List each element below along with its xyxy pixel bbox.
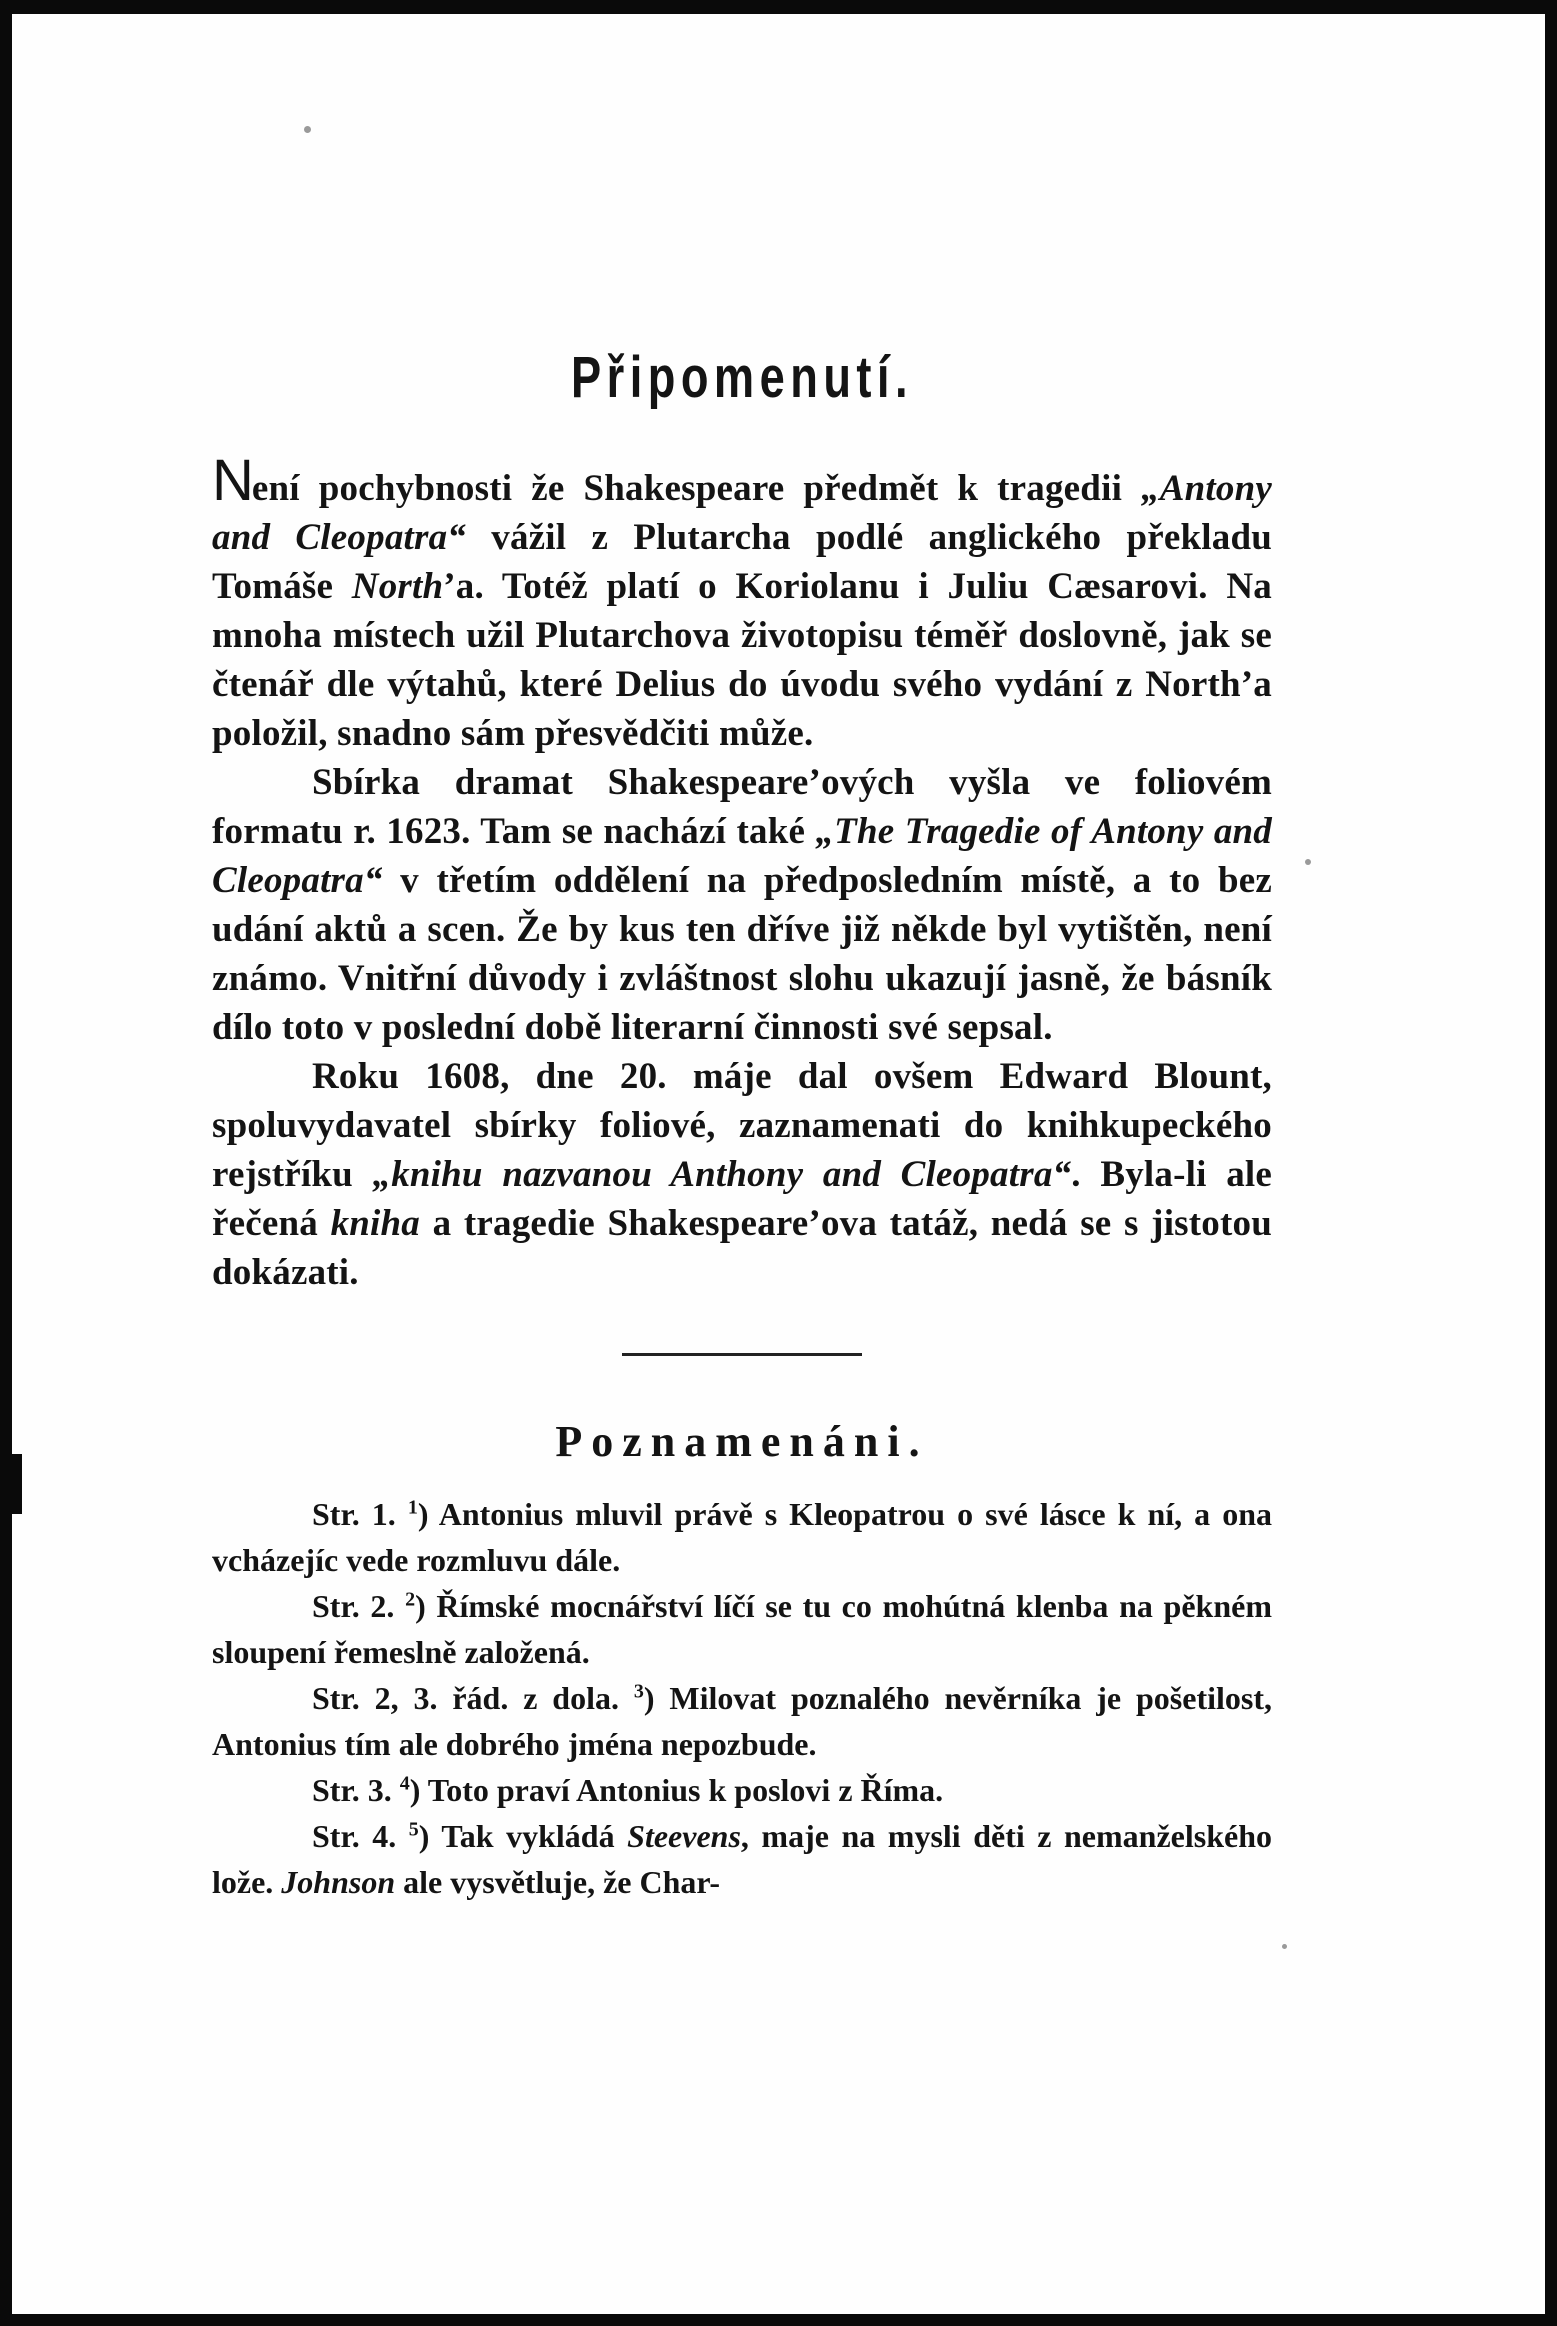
note-number: 2 bbox=[405, 1588, 416, 1611]
intro-paragraph-1 bbox=[212, 448, 1273, 758]
italic-name: Steevens bbox=[627, 1818, 741, 1854]
note-item bbox=[212, 1491, 1272, 1583]
paper-speck bbox=[1282, 1944, 1287, 1949]
intro-paragraph-3 bbox=[212, 1052, 1272, 1297]
italic-name: Johnson bbox=[281, 1864, 396, 1900]
note-text: ale vysvětluje, že Char- bbox=[395, 1864, 721, 1900]
note-ref: Str. 3. bbox=[312, 1772, 400, 1808]
paper-speck bbox=[1305, 859, 1311, 865]
note-text: ) Tak vykládá bbox=[418, 1818, 628, 1854]
italic-word: kniha bbox=[330, 1203, 420, 1244]
note-text: ) Toto praví Antonius k poslovi z Říma. bbox=[409, 1772, 944, 1808]
italic-title: „knihu nazvanou Anthony and Cleopatra“ bbox=[372, 1154, 1072, 1195]
note-number: 3 bbox=[633, 1680, 644, 1703]
text-run: a tragedie Shakespeare’ova tatáž, nedá se s jistotou dokázati. bbox=[212, 1203, 1272, 1293]
intro-paragraph-2 bbox=[212, 758, 1272, 1052]
section-divider bbox=[622, 1353, 862, 1356]
note-item bbox=[212, 1813, 1272, 1905]
text-run: . Byla-li ale řečená bbox=[212, 1154, 1272, 1244]
paper-speck bbox=[304, 126, 311, 133]
text-run: Sbírka dramat Shakespeare’ových vyšla ve foliovém formatu r. 1623. Tam se nachází také bbox=[212, 762, 1272, 852]
text-run: Roku 1608, dne 20. máje dal ovšem Edward Blount, spoluvydavatel sbírky foliové, zaznamenati do knihkupeckého rejstříku bbox=[212, 1056, 1272, 1195]
note-ref: Str. 2, 3. řád. z dola. bbox=[312, 1680, 634, 1716]
italic-title: „Antony and Cleopatra“ bbox=[212, 468, 1272, 558]
text-run: ’a. Totéž platí o Koriolanu i Juliu Cæsarovi. Na mnoha místech užil Plutarchova životopisu téměř doslovně, jak se čtenář dle výtahů, které Delius do úvodu svého vydání z North’a položil, snadno sám přesvědčiti může. bbox=[212, 566, 1272, 754]
italic-name: North bbox=[351, 566, 444, 607]
book-page bbox=[12, 14, 1545, 2314]
note-item bbox=[212, 1675, 1272, 1767]
note-ref: Str. 2. bbox=[312, 1588, 406, 1624]
text-run: v třetím oddělení na předposledním místě, a to bez udání aktů a scen. Že by kus ten dříve již někde byl vytištěn, není známo. Vnitřní důvody i zvláštnost slohu ukazují jasně, že básník dílo toto v poslední době literarní činnosti své sepsal. bbox=[212, 860, 1272, 1048]
note-number: 1 bbox=[407, 1496, 418, 1519]
note-item bbox=[212, 1767, 1272, 1813]
note-ref: Str. 4. bbox=[312, 1818, 409, 1854]
note-number: 5 bbox=[408, 1818, 419, 1841]
note-item bbox=[212, 1583, 1272, 1675]
text-run: vážil z Plutarcha podlé anglického překladu Tomáše bbox=[212, 517, 1273, 607]
text-run: ení pochybnosti že Shakespeare předmět k tragedii bbox=[251, 468, 1142, 509]
note-text: ) Římské mocnářství líčí se tu co mohútná klenba na pěkném sloupení řemeslně založená. bbox=[212, 1588, 1273, 1670]
notes-heading: Poznamenáni. bbox=[555, 1417, 929, 1466]
note-number: 4 bbox=[399, 1772, 410, 1795]
note-text: ) Milovat poznalého nevěrníka je pošetilost, Antonius tím ale dobrého jména nepozbude. bbox=[212, 1680, 1273, 1762]
page-edge-shadow bbox=[12, 1454, 22, 1514]
note-text: , maje na mysli děti z nemanželského lože. bbox=[212, 1818, 1273, 1900]
italic-title: „The Tragedie of Antony and Cleopatra“ bbox=[212, 811, 1272, 901]
drop-cap: N bbox=[212, 448, 252, 513]
page-content bbox=[212, 344, 1272, 1905]
note-ref: Str. 1. bbox=[312, 1496, 408, 1532]
page-title: Připomenutí. bbox=[570, 345, 914, 410]
note-text: ) Antonius mluvil právě s Kleopatrou o své lásce k ní, a ona vcházejíc vede rozmluvu dále. bbox=[212, 1496, 1273, 1578]
